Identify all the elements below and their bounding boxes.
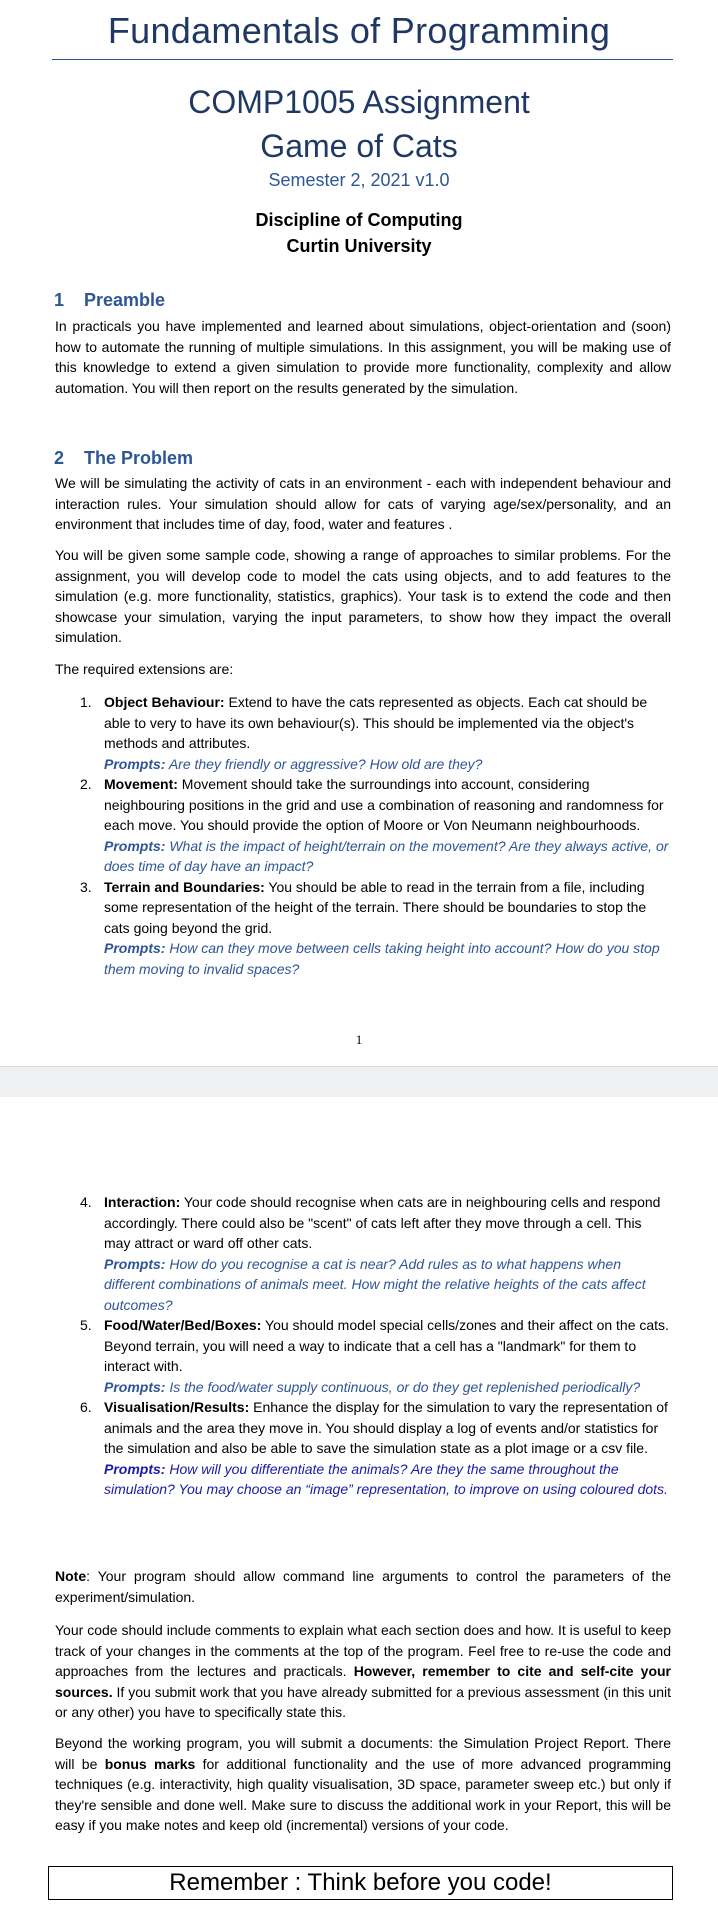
list-item — [55, 774, 671, 877]
list-marker: 4. — [80, 1194, 92, 1210]
extension-prompt — [104, 1254, 671, 1316]
prompt-label: Prompts: — [104, 755, 166, 772]
section-title: Preamble — [84, 290, 166, 310]
extension-title: Interaction: — [104, 1194, 181, 1210]
note-text: : Your program should allow command line arguments to control the parameters of the experiment/simulation. — [55, 1568, 671, 1605]
prompt-text: How do you recognise a cat is near? Add rules as to what happens when different combinations of animals meet. How might the relative heights of the cats affect outcomes? — [104, 1255, 646, 1313]
prompt-label: Prompts: — [104, 837, 166, 854]
extension-prompt — [104, 754, 671, 775]
problem-paragraph-1: We will be simulating the activity of cats in an environment - each with independent behaviour and interaction rules. Your simulation should allow for cats of varying age/sex/personality, and an environment that includes time of day, food, water and features . — [55, 475, 671, 532]
note-paragraph — [55, 1566, 671, 1607]
extension-text: Your code should recognise when cats are in neighbouring cells and respond accordingly. There could also be "scent" of cats left after they move through a cell. This may attract or ward off other cats. — [104, 1194, 661, 1251]
course-title: Fundamentals of Programming — [107, 10, 611, 51]
prompt-text: How can they move between cells taking height into account? How do you stop them moving to invalid spaces? — [104, 940, 660, 977]
prompt-label: Prompts: — [104, 1378, 166, 1395]
list-item — [55, 1192, 671, 1315]
prompt-text: Is the food/water supply continuous, or do they get replenished periodically? — [165, 1378, 641, 1395]
list-marker: 2. — [80, 776, 92, 792]
section-title: The Problem — [84, 448, 194, 468]
prompt-text: Are they friendly or aggressive? How old are they? — [165, 755, 483, 772]
comments-text-b: If you submit work that you have already submitted for a previous assessment (in this unit or any other) you have to specifically state this. — [55, 1683, 671, 1720]
list-marker: 1. — [80, 694, 92, 710]
extension-prompt — [104, 1377, 671, 1398]
bonus-marks-emphasis: bonus marks — [104, 1755, 196, 1772]
list-item — [55, 1315, 671, 1397]
extension-text: You should model special cells/zones and their affect on the cats. Beyond terrain, you will need a way to indicate that a cell has a "landmark" for them to interact with. — [104, 1317, 669, 1374]
comments-paragraph — [55, 1620, 671, 1723]
extension-text: Enhance the display for the simulation to vary the representation of animals and the area they move in. You should display a log of events and/or statistics for the simulation and also be able to save the simulation state as a plot image or a csv file. — [104, 1399, 668, 1456]
list-marker: 3. — [80, 878, 92, 895]
extension-prompt — [104, 1459, 671, 1500]
report-text-b: for additional functionality and the use of more advanced programming techniques (e.g. interactivity, high quality visualisation, 3D space, parameter sweep etc.) but only if they're sensible and done well. Make sure to discuss the additional work in your Report, this will be easy if you make notes and keep old (incremental) versions of your code. — [55, 1755, 672, 1833]
prompt-text: What is the impact of height/terrain on the movement? Are they always active, or does time of day have an impact? — [104, 837, 669, 874]
list-item — [55, 877, 671, 980]
assignment-title-line-1: COMP1005 Assignment — [188, 84, 530, 120]
discipline-name: Discipline of Computing — [255, 210, 463, 230]
page-number: 1 — [355, 1032, 363, 1047]
note-label: Note — [55, 1568, 87, 1584]
extension-text: Extend to have the cats represented as objects. Each cat should be able to very to have its own behaviour(s). This should be implemented via the object's methods and attributes. — [104, 694, 648, 751]
prompt-text: How will you differentiate the animals? Are they the same throughout the simulation? You may choose an “image” representation, to improve on using coloured dots. — [104, 1460, 668, 1497]
list-item — [55, 1397, 671, 1500]
assignment-title-line-2: Game of Cats — [260, 128, 458, 164]
section-heading-problem — [54, 448, 193, 469]
section-heading-preamble — [54, 290, 165, 311]
report-text-a: Beyond the working program, you will submit a documents: the Simulation Project Report. There will be — [55, 1735, 671, 1772]
remember-banner: Remember : Think before you code! — [48, 1866, 673, 1900]
extensions-intro: The required extensions are: — [55, 661, 234, 677]
semester-version: Semester 2, 2021 v1.0 — [268, 170, 450, 190]
list-item — [55, 692, 671, 774]
title-rule — [52, 59, 673, 60]
extensions-list-part-1 — [55, 692, 671, 979]
extension-title: Object Behaviour: — [104, 694, 225, 710]
assignment-title — [0, 80, 718, 168]
list-marker: 5. — [80, 1317, 92, 1333]
page-break — [0, 1066, 718, 1098]
extensions-list-part-2 — [55, 1192, 671, 1500]
extension-text: You should be able to read in the terrain from a file, including some representation of the height of the terrain. There should be boundaries to stop the cats going beyond the grid. — [104, 878, 647, 936]
problem-paragraph-2: You will be given some sample code, showing a range of approaches to similar problems. For the assignment, you will develop code to model the cats using objects, and to add features to the simulation (e.g. more functionality, statistics, graphics). Your task is to extend the code and then showcase your simulation, varying the input parameters, to show how they impact the overall simulation. — [55, 547, 671, 645]
extension-title: Visualisation/Results: — [104, 1399, 250, 1415]
comments-cite-emphasis: However, remember to cite and self-cite your sources. — [55, 1663, 671, 1700]
extension-title: Movement: — [104, 776, 178, 792]
preamble-paragraph: In practicals you have implemented and learned about simulations, object-orientation and (soon) how to automate the running of multiple simulations. In this assignment, you will be making use of this knowledge to extend a given simulation to provide more functionality, complexity and allow automation. You will then report on the results generated by the simulation. — [55, 318, 671, 396]
department-block — [0, 207, 718, 259]
section-number: 2 — [54, 448, 65, 468]
extension-title: Food/Water/Bed/Boxes: — [104, 1317, 262, 1333]
report-paragraph — [55, 1733, 671, 1836]
prompt-label: Prompts: — [104, 1255, 166, 1272]
comments-text-a: Your code should include comments to explain what each section does and how. It is useful to keep track of your changes in the comments at the top of the program. Feel free to re-use the code and approaches from the lectures and practicals. — [55, 1622, 671, 1679]
prompt-label: Prompts: — [104, 940, 166, 956]
extension-prompt — [104, 938, 671, 979]
university-name: Curtin University — [286, 236, 432, 256]
section-number: 1 — [54, 290, 65, 310]
extension-prompt — [104, 836, 671, 877]
prompt-label: Prompts: — [104, 1460, 166, 1477]
extension-title: Terrain and Boundaries: — [104, 878, 265, 895]
extension-text: Movement should take the surroundings into account, considering neighbouring positions in the grid and use a combination of reasoning and randomness for each move. You should provide the option of Moore or Von Neumann neighbourhoods. — [104, 776, 664, 833]
list-marker: 6. — [80, 1399, 92, 1415]
